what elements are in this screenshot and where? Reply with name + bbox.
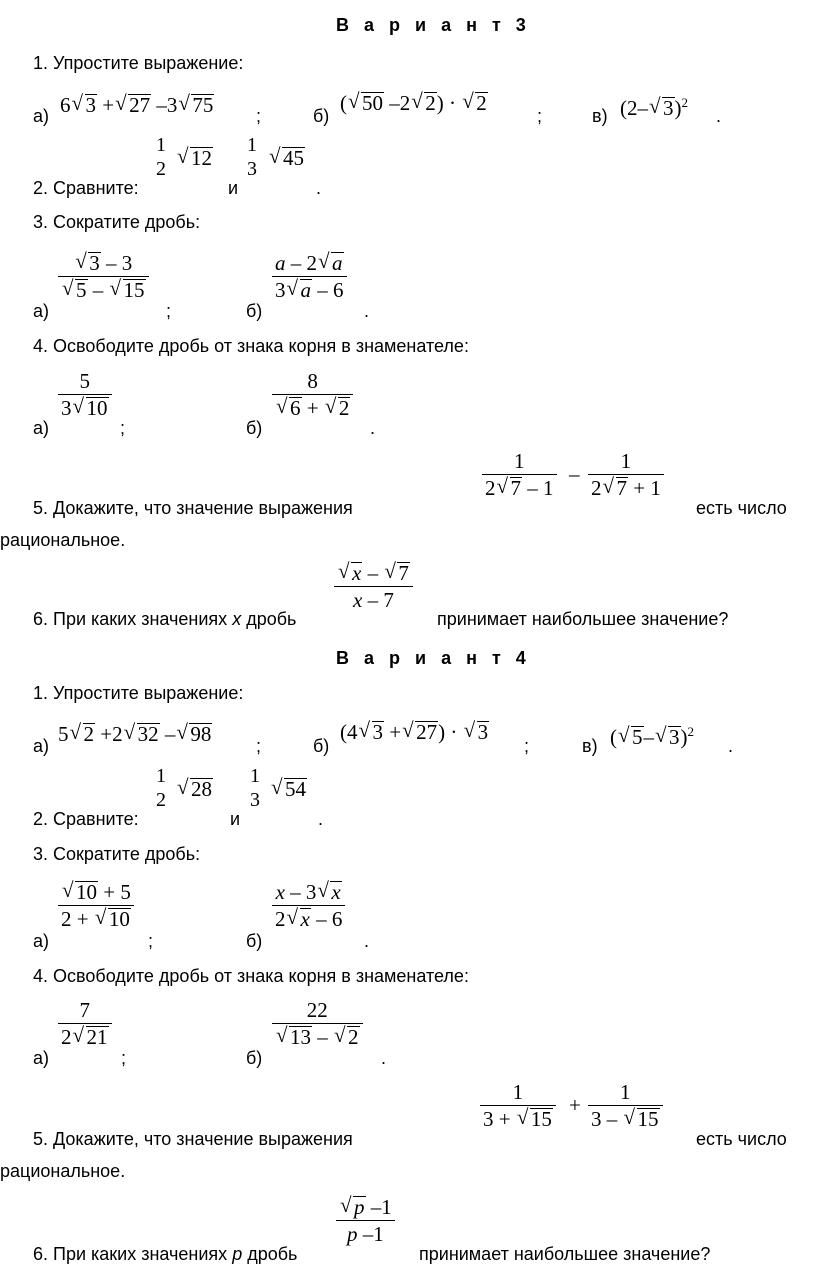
v3-q1-c-expr: (2–√ 3)$^2$ bbox=[620, 91, 688, 120]
v4-q4-b-frac: 22 √ 13 – √ 2 bbox=[272, 997, 363, 1050]
v3-q5-frac1: $\frac{1}{2√ 7 - 1}$ bbox=[482, 448, 557, 501]
v3-q1-a-label: а) bbox=[33, 106, 50, 126]
v4-q3-a-label: а) bbox=[33, 931, 50, 951]
variant-3-title: В а р и а н т 3 bbox=[336, 15, 531, 35]
v4-q6-text-after: принимает наибольшее значение? bbox=[419, 1244, 711, 1264]
v4-q2-root1: √ 28 bbox=[176, 777, 213, 801]
v4-q6-frac: √ $\frac{p -1}{p -1}$ bbox=[336, 1194, 395, 1247]
v3-q2-root2: √ 45 bbox=[268, 146, 305, 170]
v4-q1-a-semi: ; bbox=[256, 736, 262, 756]
v3-q4-b-label: б) bbox=[246, 418, 263, 438]
v4-q6-text: 6. При каких значениях p дробь bbox=[33, 1244, 298, 1264]
v4-q1-b-semi: ; bbox=[524, 736, 530, 756]
v3-q1-b-semi: ; bbox=[537, 106, 543, 126]
v4-q1-c-label: в) bbox=[582, 736, 598, 756]
v3-q2-frac1: 1 2 bbox=[156, 134, 166, 180]
v3-q4-text: 4. Освободите дробь от знака корня в знаменателе: bbox=[33, 336, 469, 356]
v4-q3-b-frac: $\frac{x - 3√ x}{2√ x - 6}$ bbox=[272, 879, 345, 932]
v3-q3-a-frac: √ 3 – 3 √ 5 – √ 15 bbox=[58, 250, 149, 303]
v4-q1-text: 1. Упростите выражение: bbox=[33, 683, 244, 703]
v3-q5-frac2: $\frac{1}{2√ 7 + 1}$ bbox=[588, 448, 664, 501]
v4-q3-text: 3. Сократите дробь: bbox=[33, 844, 201, 864]
v4-q5-text-line2: рациональное. bbox=[0, 1161, 126, 1181]
v3-q5-text-after: есть число bbox=[696, 498, 787, 518]
v3-q6-frac: √ $\frac{x - √ 7}{x - 7}$ bbox=[334, 560, 413, 613]
v3-q3-text: 3. Сократите дробь: bbox=[33, 212, 201, 232]
v3-q1-c-dot: . bbox=[716, 106, 722, 126]
v4-q4-a-label: а) bbox=[33, 1048, 50, 1068]
v3-q5-minus: – bbox=[569, 462, 580, 486]
v3-q3-b-label: б) bbox=[246, 301, 263, 321]
v4-q1-c-expr: (√ 5–√ 3)$^2$ bbox=[610, 720, 694, 749]
v4-q1-a-label: а) bbox=[33, 736, 50, 756]
v4-q1-a-expr: 5√ 2 +2√ 32 –√ 98 bbox=[58, 722, 212, 746]
v4-q3-b-label: б) bbox=[246, 931, 263, 951]
v4-q4-text: 4. Освободите дробь от знака корня в знаменателе: bbox=[33, 966, 469, 986]
v4-q2-and: и bbox=[230, 809, 241, 829]
v4-q2-root2: √ 54 bbox=[270, 777, 307, 801]
v3-q1-b-label: б) bbox=[313, 106, 330, 126]
v3-q3-a-semi: ; bbox=[166, 301, 172, 321]
v3-q1-text: 1. Упростите выражение: bbox=[33, 53, 244, 73]
variant-4-title: В а р и а н т 4 bbox=[336, 648, 531, 668]
v4-q5-text-after: есть число bbox=[696, 1129, 787, 1149]
v3-q2-dot: . bbox=[316, 178, 322, 198]
v4-q2-frac2: 1 3 bbox=[250, 765, 260, 811]
v3-q1-a-expr: 6√ 3 +√ 27 –3√ 75 bbox=[60, 93, 214, 117]
v4-q3-a-semi: ; bbox=[148, 931, 154, 951]
v4-q1-b-label: б) bbox=[313, 736, 330, 756]
v3-q1-b-expr: (√ 50 –2√ 2) · √ 2 bbox=[340, 91, 488, 115]
v3-q5-text-before: 5. Докажите, что значение выражения bbox=[33, 498, 353, 518]
v3-q1-a-semi: ; bbox=[256, 106, 262, 126]
v3-q6-text: 6. При каких значениях x дробь bbox=[33, 609, 297, 629]
v3-q1-c-label: в) bbox=[592, 106, 608, 126]
v3-q2-and: и bbox=[228, 178, 239, 198]
v4-q1-c-dot: . bbox=[728, 736, 734, 756]
v3-q3-b-dot: . bbox=[364, 301, 370, 321]
v4-q2-text: 2. Сравните: bbox=[33, 809, 139, 829]
v4-q5-text-before: 5. Докажите, что значение выражения bbox=[33, 1129, 353, 1149]
v3-q6-text-after: принимает наибольшее значение? bbox=[437, 609, 729, 629]
v3-q4-a-label: а) bbox=[33, 418, 50, 438]
v3-q2-root1: √ 12 bbox=[176, 146, 213, 170]
v3-q3-a-label: а) bbox=[33, 301, 50, 321]
v4-q2-dot: . bbox=[318, 809, 324, 829]
v4-q3-a-frac: √ $\frac{10 + 5}{2 + √ 10}$ bbox=[58, 879, 134, 932]
v3-q3-b-frac: $\frac{a - 2√ a}{3√ a - 6}$ bbox=[272, 250, 347, 303]
v4-q1-b-expr-full: (4√ 3 +√ 27) · √ 3 bbox=[340, 720, 489, 744]
v4-q4-a-frac: $\frac{7}{2√ 21}$ bbox=[58, 997, 112, 1050]
v4-q5-frac2: $\frac{1}{3 - √ 15}$ bbox=[588, 1079, 663, 1132]
v4-q2-frac1: 1 2 bbox=[156, 765, 166, 811]
v4-q3-b-dot: . bbox=[364, 931, 370, 951]
v4-q4-a-semi: ; bbox=[121, 1048, 127, 1068]
v4-q5-frac1: $\frac{1}{3 + √ 15}$ bbox=[480, 1079, 556, 1132]
v3-q5-text-line2: рациональное. bbox=[0, 530, 126, 550]
v4-q4-b-label: б) bbox=[246, 1048, 263, 1068]
v3-q4-b-frac: 8 √ 6 + √ 2 bbox=[272, 368, 353, 421]
v3-q2-frac2: 1 3 bbox=[247, 134, 257, 180]
v4-q4-b-dot: . bbox=[381, 1048, 387, 1068]
v3-q4-a-semi: ; bbox=[120, 418, 126, 438]
v3-q4-b-dot: . bbox=[370, 418, 376, 438]
v3-q2-text: 2. Сравните: bbox=[33, 178, 139, 198]
v3-q4-a-frac: $\frac{5}{3√ 10}$ bbox=[58, 368, 112, 421]
v4-q5-plus: + bbox=[569, 1093, 581, 1117]
